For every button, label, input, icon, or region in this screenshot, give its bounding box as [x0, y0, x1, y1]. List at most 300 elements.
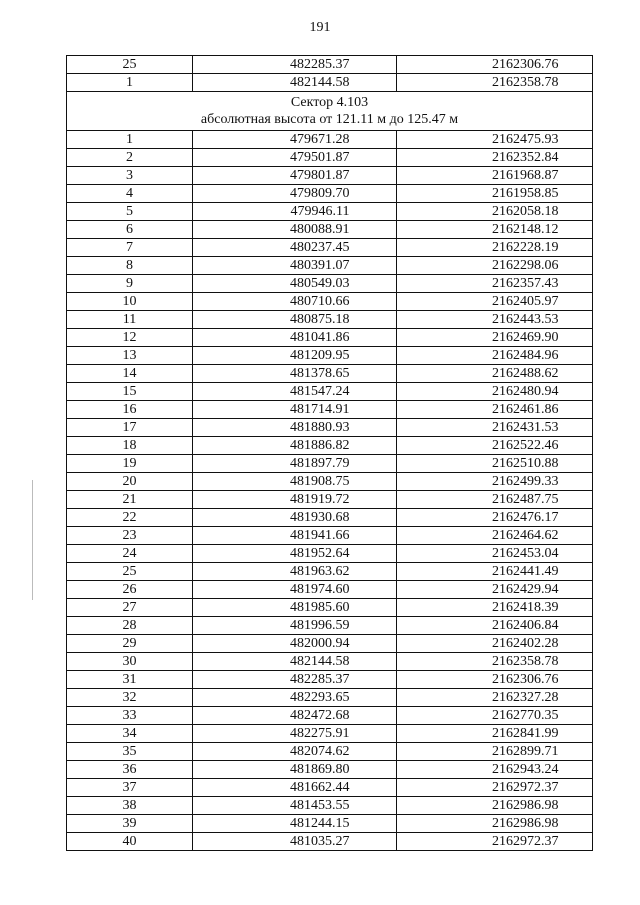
y-coordinate-value: 2162358.78	[492, 74, 559, 90]
x-coordinate-cell	[193, 815, 397, 833]
x-coordinate-value: 480549.03	[290, 275, 350, 291]
point-number-value: 38	[122, 797, 137, 813]
x-coordinate-cell	[193, 707, 397, 725]
x-coordinate-value: 482000.94	[290, 635, 350, 651]
y-coordinate-value: 2162475.93	[492, 131, 559, 147]
y-coordinate-cell	[397, 833, 593, 851]
point-number-value: 24	[122, 545, 137, 561]
x-coordinate-cell	[193, 167, 397, 185]
y-coordinate-cell	[397, 707, 593, 725]
x-coordinate-cell	[193, 275, 397, 293]
x-coordinate-cell	[193, 743, 397, 761]
point-number-value: 27	[122, 599, 137, 615]
x-coordinate-value: 481453.55	[290, 797, 350, 813]
table-row	[67, 347, 593, 365]
table-row	[67, 599, 593, 617]
x-coordinate-cell	[193, 581, 397, 599]
y-coordinate-cell	[397, 74, 593, 92]
table-row	[67, 74, 593, 92]
table-row	[67, 527, 593, 545]
y-coordinate-cell	[397, 581, 593, 599]
y-coordinate-cell	[397, 671, 593, 689]
point-number-value: 5	[126, 203, 133, 219]
x-coordinate-cell	[193, 473, 397, 491]
y-coordinate-cell	[397, 545, 593, 563]
table-row	[67, 455, 593, 473]
x-coordinate-cell	[193, 203, 397, 221]
point-number-value: 7	[126, 239, 133, 255]
y-coordinate-cell	[397, 743, 593, 761]
point-number-value: 22	[122, 509, 137, 525]
x-coordinate-cell	[193, 149, 397, 167]
y-coordinate-cell	[397, 635, 593, 653]
x-coordinate-cell	[193, 311, 397, 329]
y-coordinate-value: 2162943.24	[492, 761, 559, 777]
x-coordinate-value: 481919.72	[290, 491, 350, 507]
y-coordinate-value: 2162441.49	[492, 563, 559, 579]
x-coordinate-value: 482285.37	[290, 671, 350, 687]
point-number-cell	[67, 491, 193, 509]
point-number-value: 12	[122, 329, 137, 345]
x-coordinate-cell	[193, 56, 397, 74]
point-number-value: 8	[126, 257, 133, 273]
y-coordinate-cell	[397, 725, 593, 743]
x-coordinate-value: 480391.07	[290, 257, 350, 273]
point-number-value: 1	[126, 131, 133, 147]
point-number-cell	[67, 56, 193, 74]
y-coordinate-cell	[397, 275, 593, 293]
x-coordinate-cell	[193, 293, 397, 311]
x-coordinate-value: 481035.27	[290, 833, 350, 849]
point-number-value: 16	[122, 401, 137, 417]
point-number-value: 25	[122, 56, 137, 72]
y-coordinate-cell	[397, 131, 593, 149]
y-coordinate-value: 2162841.99	[492, 725, 559, 741]
x-coordinate-value: 481880.93	[290, 419, 350, 435]
x-coordinate-value: 482293.65	[290, 689, 350, 705]
y-coordinate-value: 2162522.46	[492, 437, 559, 453]
table-row	[67, 491, 593, 509]
y-coordinate-cell	[397, 149, 593, 167]
point-number-value: 37	[122, 779, 137, 795]
point-number-cell	[67, 779, 193, 797]
point-number-cell	[67, 509, 193, 527]
table-row	[67, 707, 593, 725]
y-coordinate-cell	[397, 56, 593, 74]
y-coordinate-cell	[397, 203, 593, 221]
x-coordinate-cell	[193, 419, 397, 437]
point-number-cell	[67, 455, 193, 473]
point-number-cell	[67, 581, 193, 599]
point-number-cell	[67, 257, 193, 275]
x-coordinate-cell	[193, 527, 397, 545]
x-coordinate-cell	[193, 833, 397, 851]
y-coordinate-cell	[397, 689, 593, 707]
point-number-value: 13	[122, 347, 137, 363]
y-coordinate-value: 2162484.96	[492, 347, 559, 363]
x-coordinate-value: 479671.28	[290, 131, 350, 147]
point-number-value: 39	[122, 815, 137, 831]
table-row	[67, 239, 593, 257]
y-coordinate-value: 2162469.90	[492, 329, 559, 345]
x-coordinate-value: 481041.86	[290, 329, 350, 345]
x-coordinate-cell	[193, 257, 397, 275]
y-coordinate-value: 2162986.98	[492, 797, 559, 813]
point-number-cell	[67, 617, 193, 635]
y-coordinate-value: 2162476.17	[492, 509, 559, 525]
table-row	[67, 509, 593, 527]
y-coordinate-value: 2162499.33	[492, 473, 559, 489]
x-coordinate-cell	[193, 437, 397, 455]
coordinates-table-body	[67, 56, 593, 851]
y-coordinate-value: 2162972.37	[492, 833, 559, 849]
table-row	[67, 437, 593, 455]
y-coordinate-value: 2161958.85	[492, 185, 559, 201]
point-number-cell	[67, 761, 193, 779]
table-row	[67, 725, 593, 743]
y-coordinate-value: 2162358.78	[492, 653, 559, 669]
point-number-value: 6	[126, 221, 133, 237]
x-coordinate-value: 479501.87	[290, 149, 350, 165]
y-coordinate-value: 2162306.76	[492, 56, 559, 72]
table-row	[67, 563, 593, 581]
table-row	[67, 671, 593, 689]
y-coordinate-cell	[397, 527, 593, 545]
y-coordinate-cell	[397, 617, 593, 635]
y-coordinate-cell	[397, 653, 593, 671]
x-coordinate-value: 482144.58	[290, 74, 350, 90]
section-header-row	[67, 92, 593, 131]
x-coordinate-cell	[193, 329, 397, 347]
y-coordinate-value: 2162899.71	[492, 743, 559, 759]
x-coordinate-value: 481908.75	[290, 473, 350, 489]
y-coordinate-cell	[397, 509, 593, 527]
point-number-value: 9	[126, 275, 133, 291]
x-coordinate-cell	[193, 761, 397, 779]
y-coordinate-value: 2162402.28	[492, 635, 559, 651]
table-row	[67, 293, 593, 311]
x-coordinate-value: 481952.64	[290, 545, 350, 561]
table-row	[67, 689, 593, 707]
x-coordinate-value: 480237.45	[290, 239, 350, 255]
point-number-value: 28	[122, 617, 137, 633]
table-row	[67, 797, 593, 815]
y-coordinate-value: 2161968.87	[492, 167, 559, 183]
section-header-cell	[67, 92, 593, 131]
y-coordinate-cell	[397, 329, 593, 347]
x-coordinate-cell	[193, 617, 397, 635]
point-number-cell	[67, 293, 193, 311]
y-coordinate-cell	[397, 347, 593, 365]
point-number-cell	[67, 329, 193, 347]
x-coordinate-cell	[193, 797, 397, 815]
x-coordinate-value: 480875.18	[290, 311, 350, 327]
point-number-cell	[67, 563, 193, 581]
x-coordinate-cell	[193, 725, 397, 743]
y-coordinate-cell	[397, 473, 593, 491]
y-coordinate-cell	[397, 365, 593, 383]
point-number-value: 29	[122, 635, 137, 651]
point-number-value: 10	[122, 293, 137, 309]
point-number-cell	[67, 545, 193, 563]
point-number-value: 2	[126, 149, 133, 165]
x-coordinate-cell	[193, 185, 397, 203]
table-row	[67, 167, 593, 185]
x-coordinate-value: 481941.66	[290, 527, 350, 543]
point-number-value: 19	[122, 455, 137, 471]
point-number-cell	[67, 74, 193, 92]
x-coordinate-cell	[193, 74, 397, 92]
x-coordinate-value: 481963.62	[290, 563, 350, 579]
y-coordinate-value: 2162298.06	[492, 257, 559, 273]
y-coordinate-value: 2162443.53	[492, 311, 559, 327]
coordinates-table	[66, 55, 593, 851]
x-coordinate-value: 482285.37	[290, 56, 350, 72]
table-row	[67, 833, 593, 851]
x-coordinate-value: 480710.66	[290, 293, 350, 309]
y-coordinate-cell	[397, 311, 593, 329]
point-number-cell	[67, 689, 193, 707]
table-row	[67, 743, 593, 761]
page-number: 191	[309, 20, 331, 35]
table-row	[67, 761, 593, 779]
x-coordinate-value: 482144.58	[290, 653, 350, 669]
y-coordinate-cell	[397, 815, 593, 833]
point-number-value: 40	[122, 833, 137, 849]
x-coordinate-cell	[193, 779, 397, 797]
point-number-cell	[67, 653, 193, 671]
section-subtitle: абсолютная высота от 121.11 м до 125.47 м	[200, 112, 459, 127]
table-row	[67, 311, 593, 329]
table-row	[67, 545, 593, 563]
x-coordinate-cell	[193, 347, 397, 365]
point-number-value: 14	[122, 365, 137, 381]
y-coordinate-value: 2162405.97	[492, 293, 559, 309]
y-coordinate-cell	[397, 221, 593, 239]
table-row	[67, 329, 593, 347]
x-coordinate-cell	[193, 383, 397, 401]
x-coordinate-value: 482275.91	[290, 725, 350, 741]
table-row	[67, 401, 593, 419]
point-number-cell	[67, 239, 193, 257]
table-row	[67, 419, 593, 437]
y-coordinate-value: 2162464.62	[492, 527, 559, 543]
point-number-value: 35	[122, 743, 137, 759]
y-coordinate-value: 2162487.75	[492, 491, 559, 507]
point-number-value: 33	[122, 707, 137, 723]
y-coordinate-value: 2162986.98	[492, 815, 559, 831]
table-row	[67, 581, 593, 599]
x-coordinate-value: 481930.68	[290, 509, 350, 525]
point-number-value: 32	[122, 689, 137, 705]
y-coordinate-cell	[397, 455, 593, 473]
x-coordinate-value: 479801.87	[290, 167, 350, 183]
x-coordinate-value: 482074.62	[290, 743, 350, 759]
y-coordinate-value: 2162480.94	[492, 383, 559, 399]
point-number-value: 21	[122, 491, 137, 507]
x-coordinate-value: 481985.60	[290, 599, 350, 615]
point-number-cell	[67, 725, 193, 743]
y-coordinate-cell	[397, 293, 593, 311]
y-coordinate-cell	[397, 797, 593, 815]
y-coordinate-value: 2162406.84	[492, 617, 559, 633]
point-number-value: 34	[122, 725, 137, 741]
y-coordinate-value: 2162461.86	[492, 401, 559, 417]
x-coordinate-value: 481662.44	[290, 779, 350, 795]
table-row	[67, 131, 593, 149]
x-coordinate-value: 481547.24	[290, 383, 350, 399]
y-coordinate-value: 2162058.18	[492, 203, 559, 219]
point-number-cell	[67, 635, 193, 653]
y-coordinate-cell	[397, 563, 593, 581]
point-number-cell	[67, 347, 193, 365]
x-coordinate-cell	[193, 455, 397, 473]
y-coordinate-value: 2162352.84	[492, 149, 559, 165]
x-coordinate-cell	[193, 365, 397, 383]
point-number-value: 25	[122, 563, 137, 579]
table-row	[67, 383, 593, 401]
x-coordinate-cell	[193, 635, 397, 653]
point-number-value: 23	[122, 527, 137, 543]
table-row	[67, 653, 593, 671]
x-coordinate-value: 481378.65	[290, 365, 350, 381]
table-row	[67, 56, 593, 74]
point-number-cell	[67, 473, 193, 491]
table-row	[67, 779, 593, 797]
point-number-cell	[67, 311, 193, 329]
table-row	[67, 635, 593, 653]
y-coordinate-cell	[397, 761, 593, 779]
scan-margin-line	[32, 480, 33, 600]
y-coordinate-value: 2162972.37	[492, 779, 559, 795]
x-coordinate-value: 481869.80	[290, 761, 350, 777]
y-coordinate-cell	[397, 419, 593, 437]
x-coordinate-value: 481886.82	[290, 437, 350, 453]
point-number-cell	[67, 149, 193, 167]
point-number-value: 17	[122, 419, 137, 435]
table-row	[67, 815, 593, 833]
point-number-value: 31	[122, 671, 137, 687]
point-number-cell	[67, 221, 193, 239]
x-coordinate-value: 481897.79	[290, 455, 350, 471]
x-coordinate-cell	[193, 239, 397, 257]
x-coordinate-cell	[193, 491, 397, 509]
point-number-cell	[67, 599, 193, 617]
point-number-cell	[67, 275, 193, 293]
point-number-cell	[67, 815, 193, 833]
y-coordinate-value: 2162357.43	[492, 275, 559, 291]
x-coordinate-cell	[193, 401, 397, 419]
x-coordinate-cell	[193, 131, 397, 149]
y-coordinate-value: 2162770.35	[492, 707, 559, 723]
x-coordinate-cell	[193, 545, 397, 563]
y-coordinate-cell	[397, 257, 593, 275]
point-number-cell	[67, 365, 193, 383]
y-coordinate-cell	[397, 401, 593, 419]
y-coordinate-cell	[397, 185, 593, 203]
y-coordinate-value: 2162148.12	[492, 221, 559, 237]
x-coordinate-value: 479809.70	[290, 185, 350, 201]
point-number-value: 20	[122, 473, 137, 489]
point-number-cell	[67, 419, 193, 437]
x-coordinate-cell	[193, 653, 397, 671]
x-coordinate-value: 480088.91	[290, 221, 350, 237]
x-coordinate-value: 481996.59	[290, 617, 350, 633]
point-number-value: 3	[126, 167, 133, 183]
y-coordinate-cell	[397, 383, 593, 401]
table-row	[67, 617, 593, 635]
x-coordinate-cell	[193, 671, 397, 689]
x-coordinate-cell	[193, 509, 397, 527]
y-coordinate-cell	[397, 779, 593, 797]
point-number-value: 30	[122, 653, 137, 669]
point-number-value: 36	[122, 761, 137, 777]
x-coordinate-value: 481244.15	[290, 815, 350, 831]
y-coordinate-value: 2162453.04	[492, 545, 559, 561]
y-coordinate-value: 2162510.88	[492, 455, 559, 471]
y-coordinate-cell	[397, 239, 593, 257]
table-row	[67, 257, 593, 275]
point-number-value: 18	[122, 437, 137, 453]
y-coordinate-cell	[397, 437, 593, 455]
x-coordinate-value: 482472.68	[290, 707, 350, 723]
y-coordinate-cell	[397, 599, 593, 617]
x-coordinate-cell	[193, 689, 397, 707]
x-coordinate-cell	[193, 599, 397, 617]
table-row	[67, 221, 593, 239]
x-coordinate-value: 481209.95	[290, 347, 350, 363]
x-coordinate-value: 481974.60	[290, 581, 350, 597]
table-row	[67, 149, 593, 167]
x-coordinate-value: 479946.11	[290, 203, 350, 219]
point-number-value: 4	[126, 185, 133, 201]
point-number-cell	[67, 383, 193, 401]
point-number-cell	[67, 527, 193, 545]
point-number-value: 11	[122, 311, 137, 327]
table-row	[67, 473, 593, 491]
x-coordinate-value: 481714.91	[290, 401, 350, 417]
point-number-cell	[67, 203, 193, 221]
y-coordinate-cell	[397, 491, 593, 509]
point-number-value: 15	[122, 383, 137, 399]
y-coordinate-cell	[397, 167, 593, 185]
point-number-cell	[67, 833, 193, 851]
point-number-cell	[67, 185, 193, 203]
point-number-cell	[67, 743, 193, 761]
y-coordinate-value: 2162488.62	[492, 365, 559, 381]
table-row	[67, 275, 593, 293]
x-coordinate-cell	[193, 221, 397, 239]
point-number-value: 26	[122, 581, 137, 597]
y-coordinate-value: 2162306.76	[492, 671, 559, 687]
y-coordinate-value: 2162228.19	[492, 239, 559, 255]
y-coordinate-value: 2162327.28	[492, 689, 559, 705]
point-number-cell	[67, 707, 193, 725]
point-number-cell	[67, 671, 193, 689]
table-row	[67, 203, 593, 221]
x-coordinate-cell	[193, 563, 397, 581]
point-number-value: 1	[126, 74, 133, 90]
y-coordinate-value: 2162418.39	[492, 599, 559, 615]
point-number-cell	[67, 437, 193, 455]
point-number-cell	[67, 401, 193, 419]
section-title: Сектор 4.103	[290, 95, 369, 110]
point-number-cell	[67, 797, 193, 815]
table-row	[67, 185, 593, 203]
y-coordinate-value: 2162431.53	[492, 419, 559, 435]
point-number-cell	[67, 131, 193, 149]
point-number-cell	[67, 167, 193, 185]
